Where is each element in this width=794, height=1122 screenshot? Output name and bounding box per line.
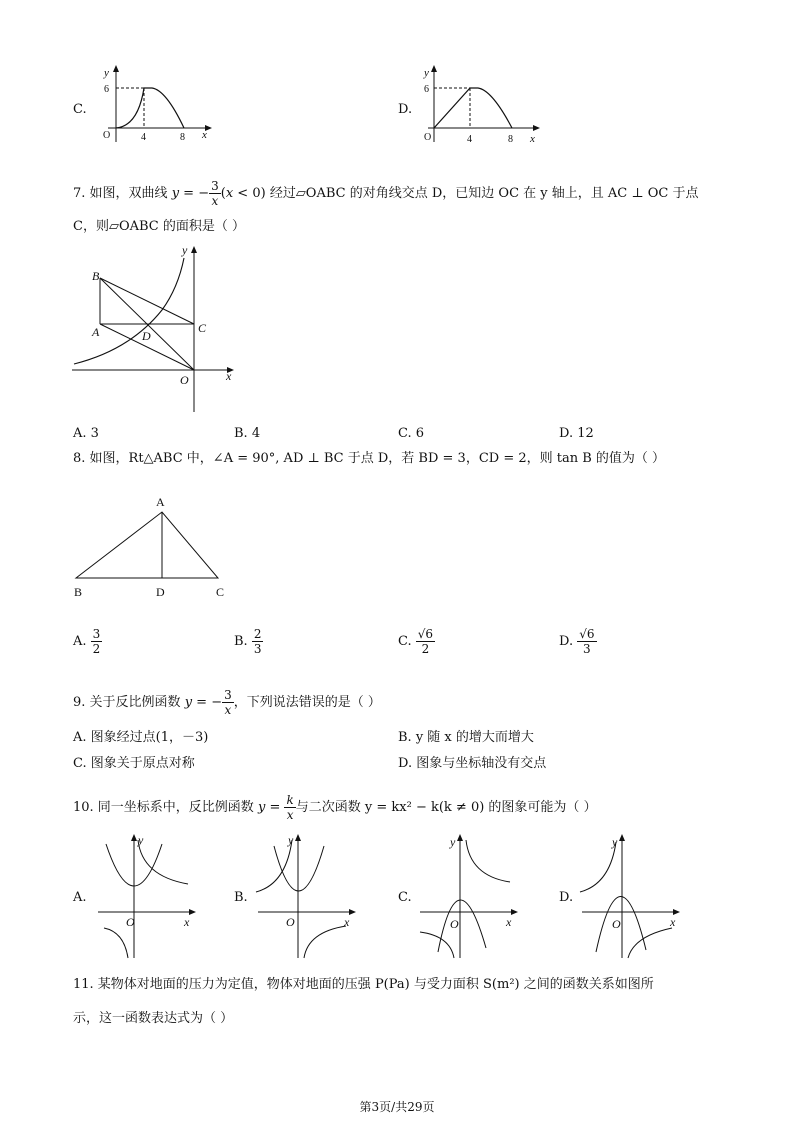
q10-option-c-label: C.	[398, 890, 412, 905]
q9-stem-end: ，下列说法错误的是（ ）	[233, 695, 381, 710]
q9-stem: 9. 关于反比例函数 y = − $\frac{3}{x}$ ，下列说法错误的是（ ）	[73, 688, 381, 717]
q6c-six: 6	[104, 84, 109, 95]
q6d-y-label: y	[424, 67, 429, 79]
q6-option-d-label: D.	[398, 102, 413, 117]
q7-y-label: y	[182, 243, 188, 257]
q10b-y: y	[288, 833, 294, 847]
q8-option-b	[234, 627, 263, 656]
q6c-y-label: y	[104, 67, 109, 79]
q6c-eight: 8	[180, 132, 185, 143]
q8-option-c-frac: $\frac{√6}{2}$	[417, 627, 434, 656]
q8-option-b-label: B.	[234, 634, 248, 649]
q7-point-d: D	[142, 329, 151, 343]
q10-option-d-graph	[576, 832, 684, 960]
q10-option-a-label: A.	[73, 890, 87, 905]
q7-option-c: C. 6	[398, 426, 425, 441]
q6-option-c-label: C.	[73, 102, 87, 117]
q10-option-a-graph	[92, 832, 200, 960]
q10d-y: y	[612, 835, 618, 849]
q8-option-d-frac: $\frac{√6}{3}$	[579, 627, 595, 656]
q8-option-a	[73, 627, 102, 656]
q8-option-d-label: D.	[559, 634, 574, 649]
q6-option-d-graph	[420, 62, 546, 150]
q9-option-b: B. y 随 x 的增大而增大	[398, 730, 534, 745]
q10a-x: x	[184, 915, 190, 929]
q10-option-b-graph	[252, 832, 360, 960]
q8-point-c: C	[216, 585, 225, 599]
q6d-x-label: x	[530, 133, 535, 145]
q9-option-c: C. 图象关于原点对称	[73, 756, 195, 771]
q9-option-d: D. 图象与坐标轴没有交点	[398, 756, 547, 771]
q8-figure	[70, 492, 240, 604]
q10-option-b-label: B.	[234, 890, 248, 905]
q10c-o: O	[450, 917, 459, 931]
q10-option-c-graph	[414, 832, 522, 960]
q10c-y: y	[450, 835, 456, 849]
q8-stem: 8. 如图，Rt△ABC 中，∠A = 90°, AD ⊥ BC 于点 D，若 BD = 3，CD = 2，则 tan B 的值为（ ）	[73, 451, 666, 466]
q11-stem-line2: 示，这一函数表达式为（ ）	[73, 1011, 234, 1026]
q7-figure	[70, 240, 240, 415]
q6d-eight: 8	[508, 134, 513, 145]
q8-option-c	[398, 627, 435, 656]
q7-x-label: x	[226, 369, 232, 383]
q10a-y: y	[138, 833, 144, 847]
q10d-o: O	[612, 917, 621, 931]
q7-stem-line2: C，则▱OABC 的面积是（ ）	[73, 219, 245, 234]
q8-option-a-frac: $\frac{3}{2}$	[92, 627, 101, 656]
q11-stem-line1: 11. 某物体对地面的压力为定值，物体对地面的压强 P(Pa) 与受力面积 S(m²) 之间的函数关系如图所	[73, 977, 654, 992]
q8-option-a-label: A.	[73, 634, 87, 649]
q10-stem: 10. 同一坐标系中，反比例函数 y = $\frac{k}{x}$ 与二次函数 y = kx² − k(k ≠ 0) 的图象可能为（ ）	[73, 793, 597, 822]
q6-option-c-graph	[96, 62, 216, 150]
q10-option-d-label: D.	[559, 890, 574, 905]
q10c-x: x	[506, 915, 512, 929]
q6c-four: 4	[141, 132, 146, 143]
q7-option-b: B. 4	[234, 426, 261, 441]
q10-stem-end: 与二次函数 y = kx² − k(k ≠ 0) 的图象可能为（ ）	[295, 800, 597, 815]
q8-option-d	[559, 627, 597, 656]
q6d-six: 6	[424, 84, 429, 95]
q7-point-a: A	[92, 325, 100, 339]
q7-fraction: $\frac{3}{x}$	[211, 179, 219, 208]
q10-stem-start: 10. 同一坐标系中，反比例函数	[73, 800, 254, 815]
q10b-x: x	[344, 915, 350, 929]
q7-origin: O	[180, 373, 189, 387]
q7-stem-end: 经过▱OABC 的对角线交点 D，已知边 OC 在 y 轴上，且 AC ⊥ OC 于点	[269, 186, 699, 201]
q9-option-a: A. 图象经过点(1，－3)	[73, 730, 209, 745]
q7-option-d: D. 12	[559, 426, 594, 441]
q6d-origin: O	[424, 132, 432, 143]
q8-option-c-label: C.	[398, 634, 412, 649]
q9-fraction: $\frac{3}{x}$	[224, 688, 232, 717]
q7-stem-start: 7. 如图，双曲线	[73, 186, 168, 201]
q8-point-b: B	[74, 585, 83, 599]
q7-option-a: A. 3	[73, 426, 99, 441]
q6c-x-label: x	[202, 129, 207, 141]
q8-point-a: A	[156, 495, 165, 509]
q10b-o: O	[286, 915, 295, 929]
q6d-four: 4	[467, 134, 472, 145]
q6c-origin: O	[103, 130, 111, 141]
page-footer: 第3页/共29页	[359, 1100, 435, 1114]
q10a-o: O	[126, 915, 135, 929]
q7-point-c: C	[198, 321, 207, 335]
q10-fraction: $\frac{k}{x}$	[286, 793, 294, 822]
q9-stem-start: 9. 关于反比例函数	[73, 695, 181, 710]
q10d-x: x	[670, 915, 676, 929]
q7-stem-line1: 7. 如图，双曲线 y = − $\frac{3}{x}$ (x < 0) 经过▱OABC 的对角线交点 D，已知边 OC 在 y 轴上，且 AC ⊥ OC 于点	[73, 179, 699, 208]
q8-option-b-frac: $\frac{2}{3}$	[253, 627, 262, 656]
q8-point-d: D	[156, 585, 165, 599]
q7-point-b: B	[92, 269, 100, 283]
